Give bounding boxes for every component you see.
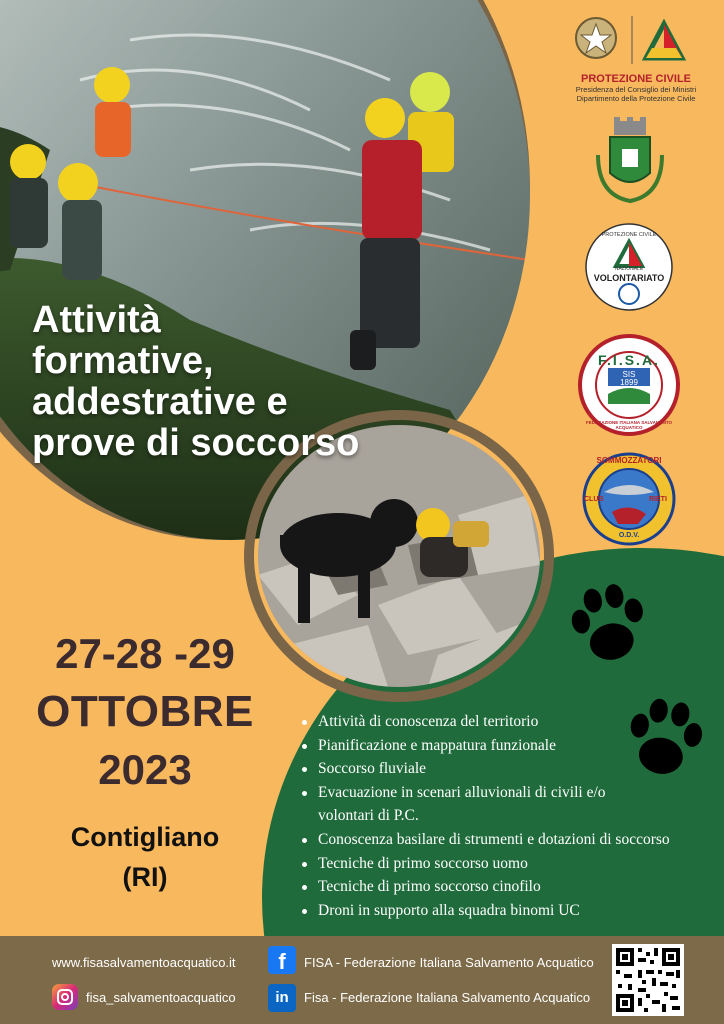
sommozzatori-ring-top: SOMMOZZATORI bbox=[596, 456, 662, 465]
event-title bbox=[32, 300, 452, 464]
paw-print-icon bbox=[566, 578, 650, 670]
protezione-civile-name: PROTEZIONE CIVILE bbox=[580, 73, 691, 85]
event-dates bbox=[30, 625, 260, 799]
title-line: addestrative e bbox=[32, 381, 288, 423]
fisa-logo bbox=[578, 334, 680, 436]
fisa-sis: SIS bbox=[622, 370, 636, 379]
instagram-handle[interactable]: fisa_salvamentoacquatico bbox=[86, 990, 236, 1005]
qr-code-icon bbox=[612, 944, 684, 1016]
website-link[interactable]: www.fisasalvamentoacquatico.it bbox=[52, 955, 236, 970]
search-dog-photo bbox=[258, 425, 540, 687]
linkedin-icon[interactable]: in bbox=[268, 984, 296, 1012]
volontariato-logo bbox=[584, 222, 674, 312]
sommozzatori-right: RIETI bbox=[649, 496, 667, 503]
emblem-icon bbox=[566, 10, 706, 70]
event-days: 27-28 -29 bbox=[55, 630, 235, 677]
protezione-civile-logo bbox=[566, 10, 706, 110]
instagram-icon[interactable] bbox=[52, 984, 78, 1010]
fisa-letters: F.I.S.A. bbox=[598, 352, 660, 368]
list-item: Tecniche di primo soccorso cinofilo bbox=[300, 875, 670, 899]
event-province: (RI) bbox=[122, 862, 168, 892]
title-line: Attività bbox=[32, 299, 161, 341]
sommozzatori-bottom: O.D.V. bbox=[618, 532, 640, 539]
list-item: Conoscenza basilare di strumenti e dotazioni di soccorso bbox=[300, 828, 670, 852]
footer bbox=[0, 936, 724, 1024]
event-town: Contigliano bbox=[70, 822, 220, 852]
list-item: Tecniche di primo soccorso uomo bbox=[300, 852, 670, 876]
fisa-ring-text: FEDERAZIONE ITALIANA SALVAMENTO ACQUATICO bbox=[586, 420, 672, 430]
list-item: Attività di conoscenza del territorio bbox=[300, 710, 670, 734]
fisa-year: 1899 bbox=[620, 378, 638, 387]
list-item: volontari di P.C. bbox=[318, 807, 419, 825]
list-item: Evacuazione in scenari alluvionali di civili e/o bbox=[300, 781, 670, 805]
sommozzatori-rieti-logo bbox=[582, 452, 676, 546]
facebook-icon[interactable]: f bbox=[268, 946, 296, 974]
list-item: Pianificazione e mappatura funzionale bbox=[300, 734, 670, 758]
search-dog-illustration bbox=[258, 425, 540, 687]
protezione-civile-sub1: Presidenza del Consiglio dei Ministri bbox=[575, 85, 697, 94]
linkedin-page[interactable]: Fisa - Federazione Italiana Salvamento Acquatico bbox=[304, 990, 591, 1005]
activities-list bbox=[300, 710, 670, 922]
event-location bbox=[30, 817, 260, 897]
volontariato-nat: NAZIONALE bbox=[614, 266, 644, 272]
event-month: OTTOBRE bbox=[36, 687, 254, 736]
facebook-page[interactable]: FISA - Federazione Italiana Salvamento Acquatico bbox=[304, 955, 594, 970]
volontariato-label: VOLONTARIATO bbox=[593, 273, 665, 283]
title-line: prove di soccorso bbox=[32, 422, 360, 464]
protezione-civile-sub2: Dipartimento della Protezione Civile bbox=[576, 94, 696, 103]
crest-icon bbox=[592, 115, 668, 207]
sommozzatori-left: CLUB bbox=[584, 496, 604, 503]
qr-code[interactable] bbox=[612, 944, 684, 1016]
list-item: Soccorso fluviale bbox=[300, 757, 670, 781]
title-line: formative, bbox=[32, 340, 214, 382]
event-year: 2023 bbox=[98, 746, 192, 793]
list-item: Droni in supporto alla squadra binomi UC bbox=[300, 899, 670, 923]
municipality-crest-logo bbox=[592, 115, 668, 207]
volontariato-top: PROTEZIONE CIVILE bbox=[601, 232, 657, 238]
